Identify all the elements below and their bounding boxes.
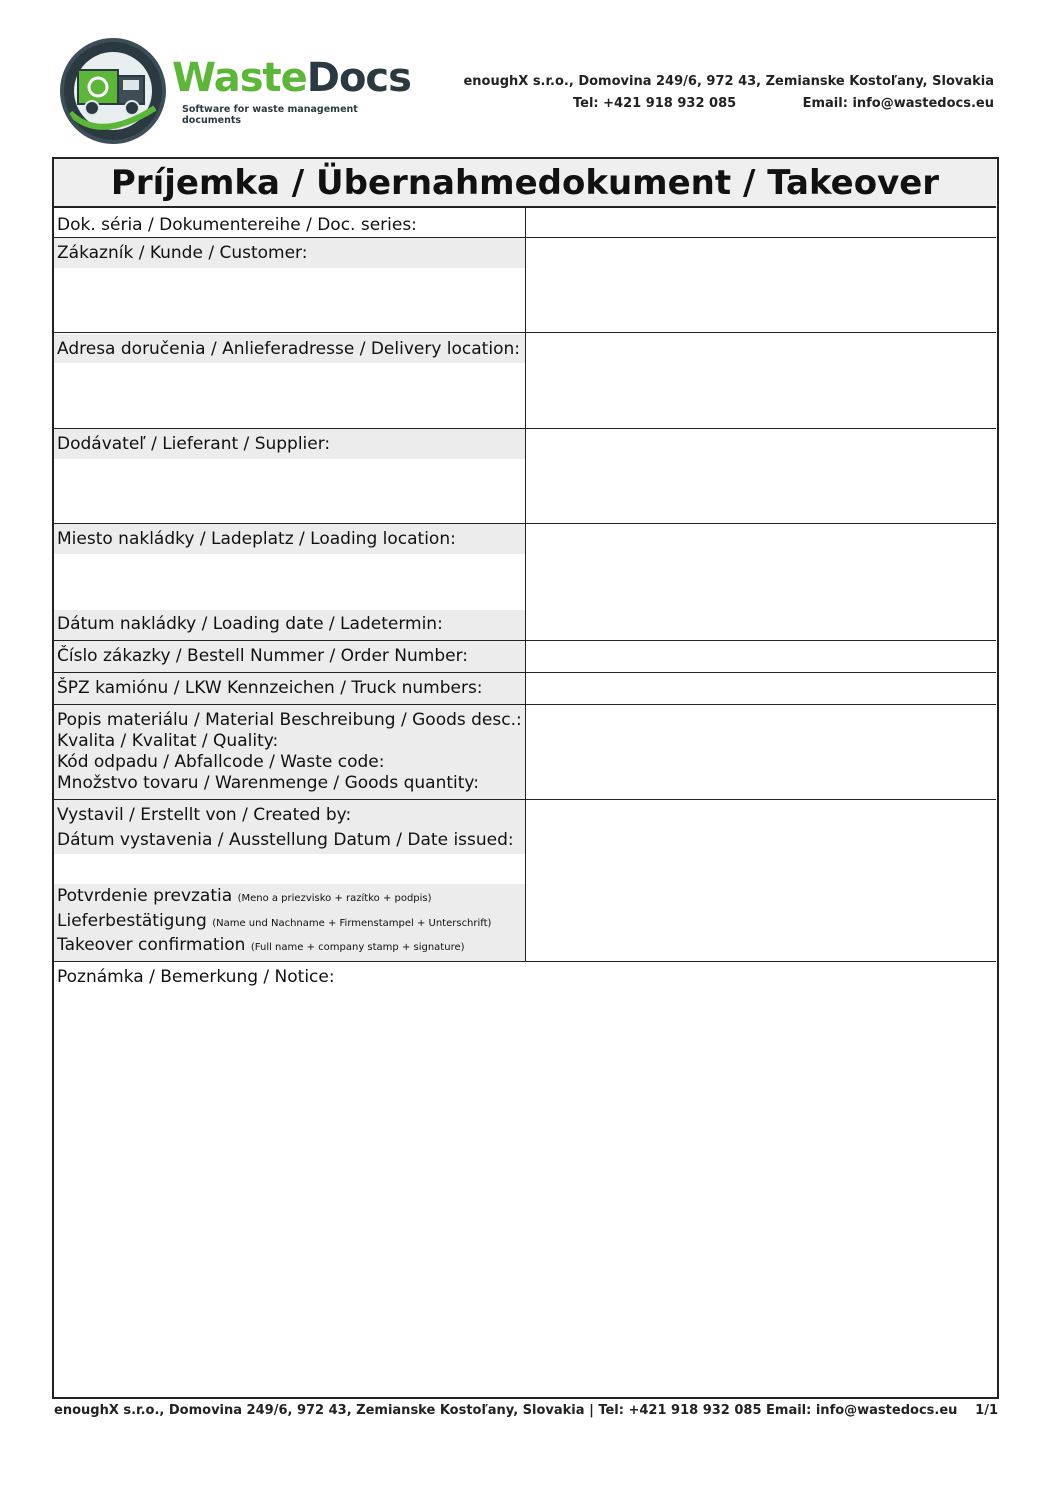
truck-logo-icon [60, 38, 166, 144]
footer-text: enoughX s.r.o., Domovina 249/6, 972 43, Zemianske Kostoľany, Slovakia | Tel: +421 918 932 085 Email: info@wastedocs.eu [54, 1403, 958, 1418]
logo-wordmark [172, 54, 411, 102]
notice-label: Poznámka / Bemerkung / Notice: [57, 967, 335, 987]
logo-word-docs: Docs [306, 55, 411, 101]
created-by-label: Vystavil / Erstellt von / Created by: [57, 805, 352, 825]
takeover-form [52, 157, 999, 1399]
goods-quantity-label: Množstvo tovaru / Warenmenge / Goods quantity: [57, 773, 479, 793]
logo-word-waste: Waste [172, 55, 307, 101]
confirmation-de-note: (Name und Nachname + Firmenstampel + Unterschrift) [212, 918, 492, 929]
quality-label: Kvalita / Kvalitat / Quality: [57, 731, 279, 751]
doc-series-label: Dok. séria / Dokumentereihe / Doc. series: [57, 215, 417, 235]
goods-desc-label: Popis materiálu / Material Beschreibung / Goods desc.: [57, 710, 522, 730]
company-phone: Tel: +421 918 932 085 [573, 96, 737, 111]
waste-code-label: Kód odpadu / Abfallcode / Waste code: [57, 752, 385, 772]
confirmation-sk-label [57, 885, 432, 910]
order-number-label: Číslo zákazky / Bestell Nummer / Order Number: [57, 646, 469, 666]
contact-line [573, 96, 994, 111]
company-email: Email: info@wastedocs.eu [802, 96, 994, 111]
truck-numbers-label: ŠPZ kamiónu / LKW Kennzeichen / Truck numbers: [57, 678, 483, 698]
form-title: Príjemka / Übernahmedokument / Takeover [54, 159, 996, 208]
confirmation-de-title: Lieferbestätigung [57, 911, 207, 931]
date-issued-label: Dátum vystavenia / Ausstellung Datum / Date issued: [57, 830, 514, 850]
customer-label: Zákazník / Kunde / Customer: [57, 243, 308, 263]
delivery-location-label: Adresa doručenia / Anlieferadresse / Delivery location: [57, 339, 520, 359]
page-number: 1/1 [975, 1403, 998, 1418]
confirmation-en-label [57, 934, 465, 959]
loading-location-label: Miesto nakládky / Ladeplatz / Loading location: [57, 529, 456, 549]
supplier-label: Dodávateľ / Lieferant / Supplier: [57, 434, 331, 454]
confirmation-sk-title: Potvrdenie prevzatia [57, 886, 233, 906]
confirmation-sk-note: (Meno a priezvisko + razítko + podpis) [237, 893, 432, 904]
loading-date-label: Dátum nakládky / Loading date / Ladetermin: [57, 614, 443, 634]
confirmation-en-note: (Full name + company stamp + signature) [250, 942, 465, 953]
logo-tagline: Software for waste management documents [182, 104, 358, 126]
company-address: enoughX s.r.o., Domovina 249/6, 972 43, Zemianske Kostoľany, Slovakia [463, 74, 994, 89]
confirmation-en-title: Takeover confirmation [57, 935, 246, 955]
wastedocs-logo [58, 36, 418, 146]
confirmation-de-label [57, 910, 491, 935]
